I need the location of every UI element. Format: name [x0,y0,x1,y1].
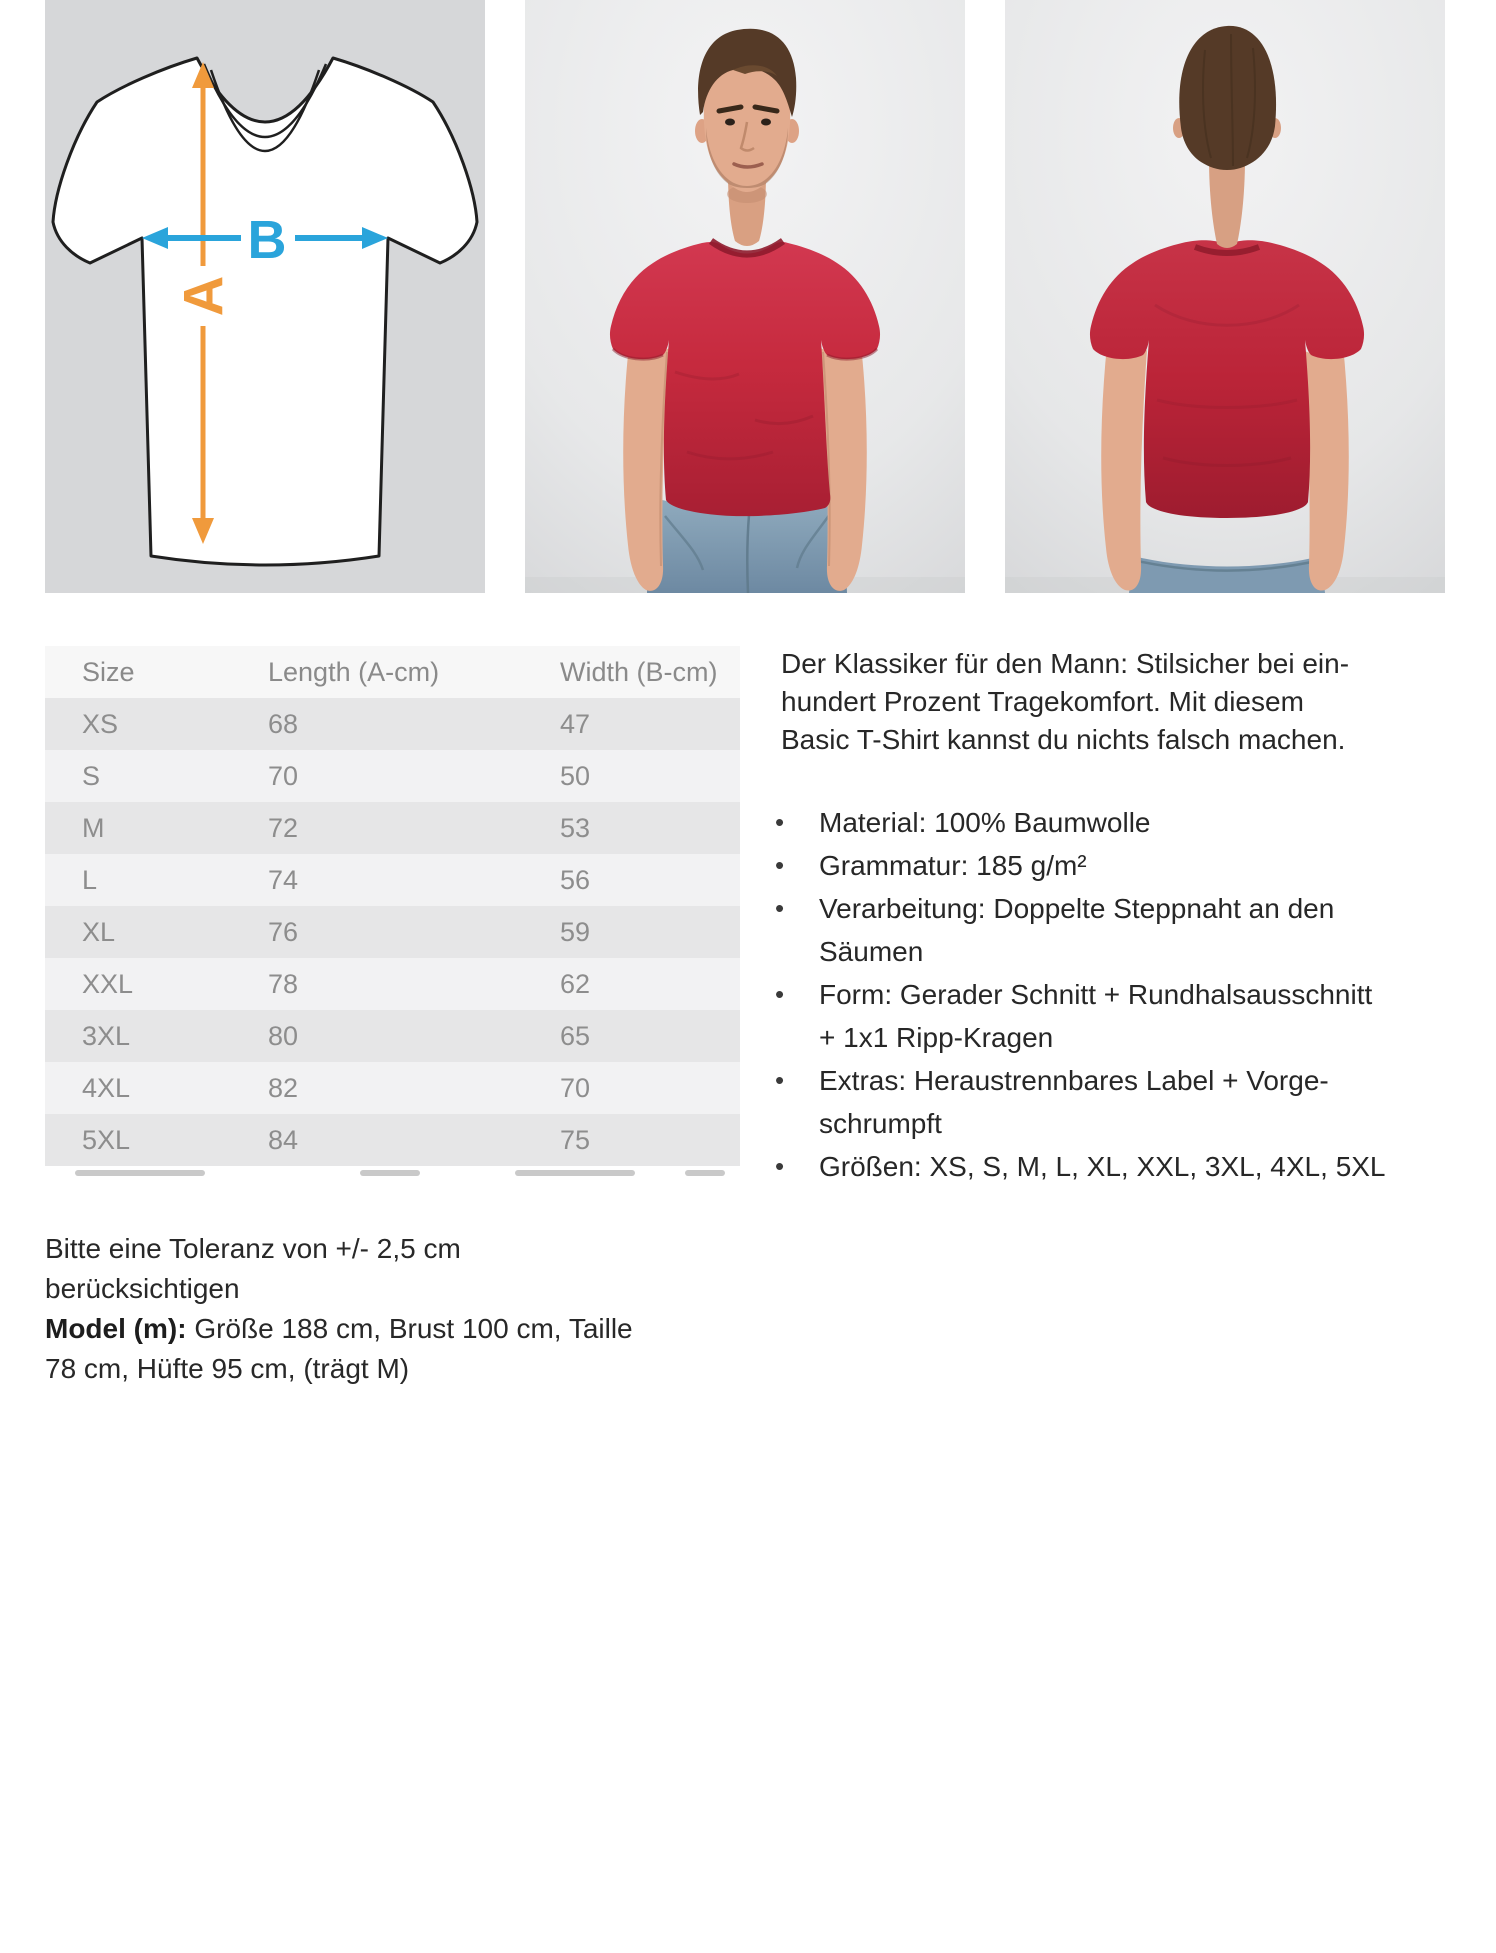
size-table-cell: 56 [560,865,591,895]
size-table-cell: 5XL [82,1125,131,1155]
description-bullet: • Verarbeitung: Doppelte Steppnaht an den Säumen [781,887,1491,973]
size-table-row [45,854,740,906]
width-label-b: B [247,210,287,270]
size-table-cell: 3XL [82,1021,131,1051]
column-header-size: Size [82,657,135,687]
size-table-row [45,750,740,802]
size-table-cell: M [82,813,105,843]
measurement-notes [45,1229,635,1389]
hair-back [1179,26,1276,170]
clipped-next-row [45,1166,740,1180]
size-table-row [45,1010,740,1062]
description-bullet: • Form: Gerader Schnitt + Rundhalsausschnitt + 1x1 Ripp-Kragen [781,973,1491,1059]
model-front-photo [525,0,965,593]
size-table-cell: 50 [560,761,591,791]
size-table-cell: XXL [82,969,134,999]
model-note-text: Größe 188 cm, Brust 100 cm, Taille 78 cm, Hüfte 95 cm, (trägt M) [45,1313,633,1384]
description-bullet: • Material: 100% Baumwolle [781,801,1491,844]
size-table-row [45,906,740,958]
size-table-cell: 70 [268,761,299,791]
size-table-cell: 76 [268,917,299,947]
size-table-cell: XS [82,709,119,739]
size-table-cell: L [82,865,98,895]
model-back-photo [1005,0,1445,593]
size-table-cell: 59 [560,917,591,947]
description-bullet: • Grammatur: 185 g/m² [781,844,1491,887]
size-table-row [45,958,740,1010]
size-table-cell: 72 [268,813,299,843]
size-table-row [45,698,740,750]
size-table-cell: 80 [268,1021,299,1051]
column-header-width: Width (B-cm) [560,657,718,687]
size-table-cell: 68 [268,709,299,739]
description-bullet: • Größen: XS, S, M, L, XL, XXL, 3XL, 4XL, 5XL [781,1145,1491,1188]
length-label-a: A [171,275,235,317]
size-table-row [45,802,740,854]
description-bullet: • Extras: Heraustrennbares Label + Vorge- schrumpft [781,1059,1491,1145]
size-table-cell: 84 [268,1125,299,1155]
size-table [45,646,740,1180]
size-diagram-image [45,0,485,593]
size-table-body [45,698,740,1166]
size-table-cell: 62 [560,969,591,999]
description-intro: Der Klassiker für den Mann: Stilsicher bei ein- hundert Prozent Tragekomfort. Mit diesem Basic T-Shirt kannst du nichts falsch machen. [781,648,1350,755]
size-table-cell: 70 [560,1073,591,1103]
column-header-length: Length (A-cm) [268,657,440,687]
size-table-header [45,646,740,698]
size-table-cell: 47 [560,709,591,739]
size-table-cell: 82 [268,1073,299,1103]
size-table-cell: XL [82,917,116,947]
model-note [45,1309,635,1389]
size-table-cell: 75 [560,1125,591,1155]
product-description [781,645,1491,1188]
size-table-cell: 4XL [82,1073,131,1103]
size-table-cell: S [82,761,101,791]
size-table-cell: 74 [268,865,299,895]
size-table-cell: 78 [268,969,299,999]
tolerance-note: Bitte eine Toleranz von +/- 2,5 cm berücksichtigen [45,1233,461,1304]
description-bullet-list [781,801,1491,1188]
size-table-cell: 65 [560,1021,591,1051]
model-note-label: Model (m): [45,1313,187,1344]
size-table-row [45,1114,740,1166]
size-table-cell: 53 [560,813,591,843]
size-table-row [45,1062,740,1114]
